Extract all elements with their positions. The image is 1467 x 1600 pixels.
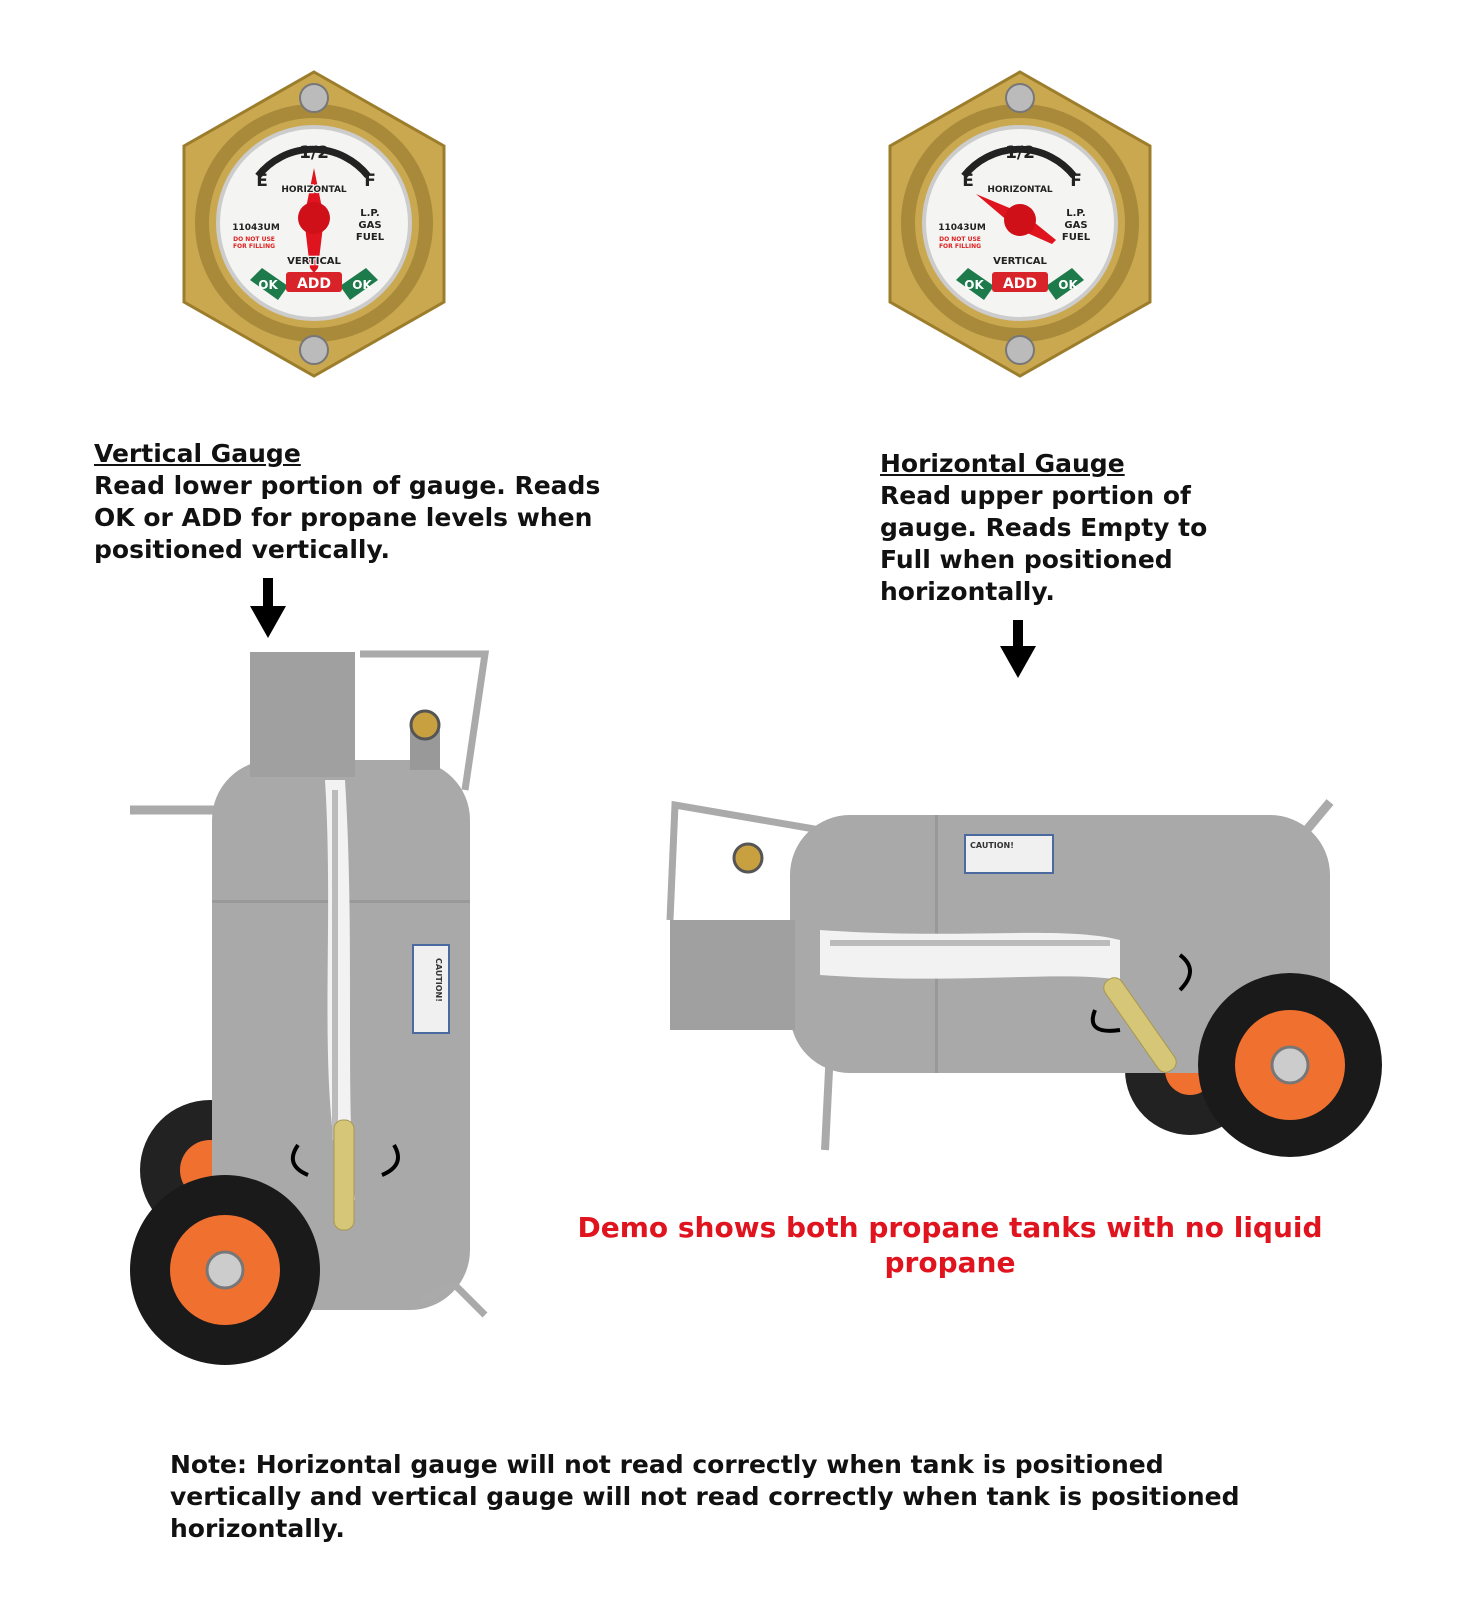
description-line: horizontally.: [880, 577, 1055, 606]
demo-note-line: Demo shows both propane tanks with no liquid: [577, 1211, 1323, 1244]
gauge-warning-label: DO NOT USE: [233, 236, 275, 243]
down-arrow-icon: [250, 578, 286, 638]
description-line: positioned vertically.: [94, 535, 390, 564]
demo-note-line: propane: [884, 1246, 1016, 1279]
gauge-warning-label: FOR FILLING: [232, 243, 276, 250]
horizontal-gauge-description: [880, 448, 1207, 608]
footer-note: [170, 1449, 1240, 1545]
gauge-model-label: 11043UM: [232, 223, 280, 233]
gauge-warning-label: FOR FILLING: [938, 243, 982, 250]
tank-collar: [670, 920, 795, 1030]
gauge-lp-label: L.P.: [1066, 208, 1086, 219]
gauge-vertical-label: VERTICAL: [287, 256, 341, 267]
gauge-full-label: F: [364, 171, 376, 191]
footer-note-line: horizontally.: [170, 1514, 345, 1543]
gauge-warning-label: DO NOT USE: [939, 236, 981, 243]
gauge-horizontal-label: HORIZONTAL: [987, 185, 1053, 195]
footer-note-line: vertically and vertical gauge will not read correctly when tank is positioned: [170, 1482, 1240, 1511]
vertical-gauge-image: [178, 68, 450, 380]
gauge-half-label: 1/2: [1005, 143, 1035, 163]
gauge-lp-label: L.P.: [360, 208, 380, 219]
caution-label-text: CAUTION!: [434, 958, 443, 1002]
gauge-half-label: 1/2: [299, 143, 329, 163]
down-arrow-icon: [1000, 620, 1036, 678]
valve-icon: [734, 844, 762, 872]
gauge-fuel-label: FUEL: [1061, 232, 1091, 243]
screw-icon: [300, 84, 328, 112]
caution-label-text: CAUTION!: [970, 841, 1014, 850]
description-line: Full when positioned: [880, 545, 1173, 574]
gauge-ok-label: OK: [964, 278, 984, 292]
description-line: gauge. Reads Empty to: [880, 513, 1208, 542]
gauge-fuel-label: FUEL: [355, 232, 385, 243]
vertical-tank-image: [120, 640, 500, 1370]
screw-icon: [1006, 336, 1034, 364]
gauge-model-label: 11043UM: [938, 223, 986, 233]
gauge-vertical-label: VERTICAL: [993, 256, 1047, 267]
gauge-ok-label: OK: [1058, 278, 1078, 292]
description-line: Read lower portion of gauge. Reads: [94, 471, 601, 500]
gauge-ok-label: OK: [258, 278, 278, 292]
tank-collar: [250, 652, 355, 777]
horizontal-gauge-title: Horizontal Gauge: [880, 449, 1125, 478]
gauge-ok-label: OK: [352, 278, 372, 292]
screw-icon: [300, 336, 328, 364]
horizontal-gauge-image: [884, 68, 1156, 380]
horizontal-tank-image: [660, 790, 1400, 1170]
vertical-gauge-title: Vertical Gauge: [94, 439, 301, 468]
gauge-empty-label: E: [256, 171, 268, 191]
footer-note-line: Note: Horizontal gauge will not read correctly when tank is positioned: [170, 1450, 1164, 1479]
gauge-gas-label: GAS: [358, 220, 382, 231]
gauge-add-label: ADD: [296, 276, 332, 292]
gauge-empty-label: E: [962, 171, 974, 191]
demo-note: [550, 1210, 1350, 1280]
description-line: Read upper portion of: [880, 481, 1191, 510]
gauge-full-label: F: [1070, 171, 1082, 191]
description-line: OK or ADD for propane levels when: [94, 503, 593, 532]
vertical-gauge-description: [94, 438, 600, 566]
valve-icon: [411, 711, 439, 739]
gauge-gas-label: GAS: [1064, 220, 1088, 231]
gauge-add-label: ADD: [1002, 276, 1038, 292]
screw-icon: [1006, 84, 1034, 112]
gauge-horizontal-label: HORIZONTAL: [281, 185, 347, 195]
float-arm: [334, 1120, 354, 1230]
